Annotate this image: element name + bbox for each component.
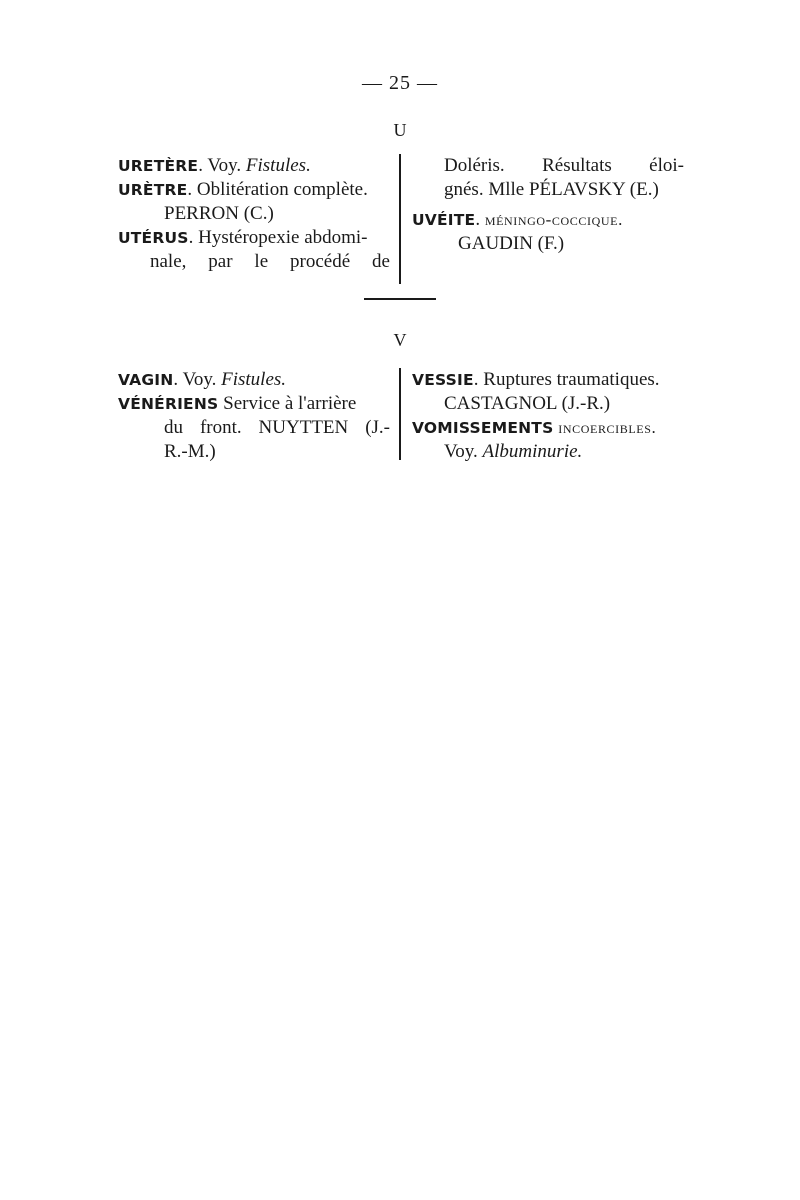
entry-description: . Hystéropexie abdomi-: [188, 227, 368, 248]
entry-cross-reference: Albuminurie.: [482, 441, 583, 462]
entry-description-continued: Doléris. Résultats éloi-: [444, 155, 684, 176]
entry-author: PERRON (C.): [164, 203, 274, 224]
section-v-left-column: [118, 368, 390, 464]
entry-description: . Oblitération complète.: [187, 179, 368, 200]
entry-uretre: [118, 178, 390, 226]
entry-qualifier: méningo-coccique.: [484, 210, 623, 229]
entry-uveite: [412, 208, 684, 256]
entry-headword: VAGIN: [118, 371, 174, 389]
entry-uterus: [118, 226, 390, 274]
entry-uterus-continued: [412, 154, 684, 202]
entry-author: CASTAGNOL (J.-R.): [444, 393, 611, 414]
entry-veneriens: [118, 392, 390, 464]
entry-author: du front. NUYTTEN (J.-: [164, 417, 390, 438]
column-divider: [399, 368, 401, 460]
entry-see-label: . Voy.: [198, 155, 246, 176]
section-v-right-column: [412, 368, 684, 464]
entry-description-continued: nale, par le procédé de: [150, 251, 390, 272]
entry-headword: URÈTRE: [118, 181, 188, 199]
section-v: [118, 368, 678, 460]
entry-headword: VÉNÉRIENS: [118, 395, 219, 413]
section-divider: [364, 298, 436, 300]
entry-vomissements: [412, 416, 684, 464]
entry-cross-reference: Fistules.: [245, 155, 311, 176]
entry-see-label: . Voy.: [173, 369, 222, 390]
section-u: [118, 154, 684, 284]
entry-author: GAUDIN (F.): [458, 233, 565, 254]
entry-headword: URETÈRE: [118, 157, 199, 175]
entry-see-label: Voy.: [444, 441, 483, 462]
section-u-left-column: [118, 154, 390, 274]
section-u-right-column: [412, 154, 684, 256]
entry-vessie: [412, 368, 684, 416]
entry-headword: UVÉITE: [412, 211, 476, 229]
entry-headword: VOMISSEMENTS: [412, 419, 554, 437]
entry-separator: .: [475, 209, 485, 230]
entry-qualifier: incoercibles.: [553, 418, 657, 437]
entry-headword: VESSIE: [412, 371, 474, 389]
entry-description: . Ruptures traumatiques.: [473, 369, 660, 390]
section-letter-u: U: [393, 120, 407, 140]
entry-cross-reference: Fistules.: [221, 369, 287, 390]
column-divider: [399, 154, 401, 284]
entry-description: Service à l'arrière: [218, 393, 357, 414]
entry-author-continued: R.-M.): [164, 441, 216, 462]
entry-headword: UTÉRUS: [118, 229, 189, 247]
entry-uretere: [118, 154, 390, 178]
entry-author: gnés. Mlle PÉLAVSKY (E.): [444, 179, 659, 200]
page-number: — 25 —: [362, 72, 438, 94]
entry-vagin: [118, 368, 390, 392]
section-letter-v: V: [393, 330, 407, 350]
